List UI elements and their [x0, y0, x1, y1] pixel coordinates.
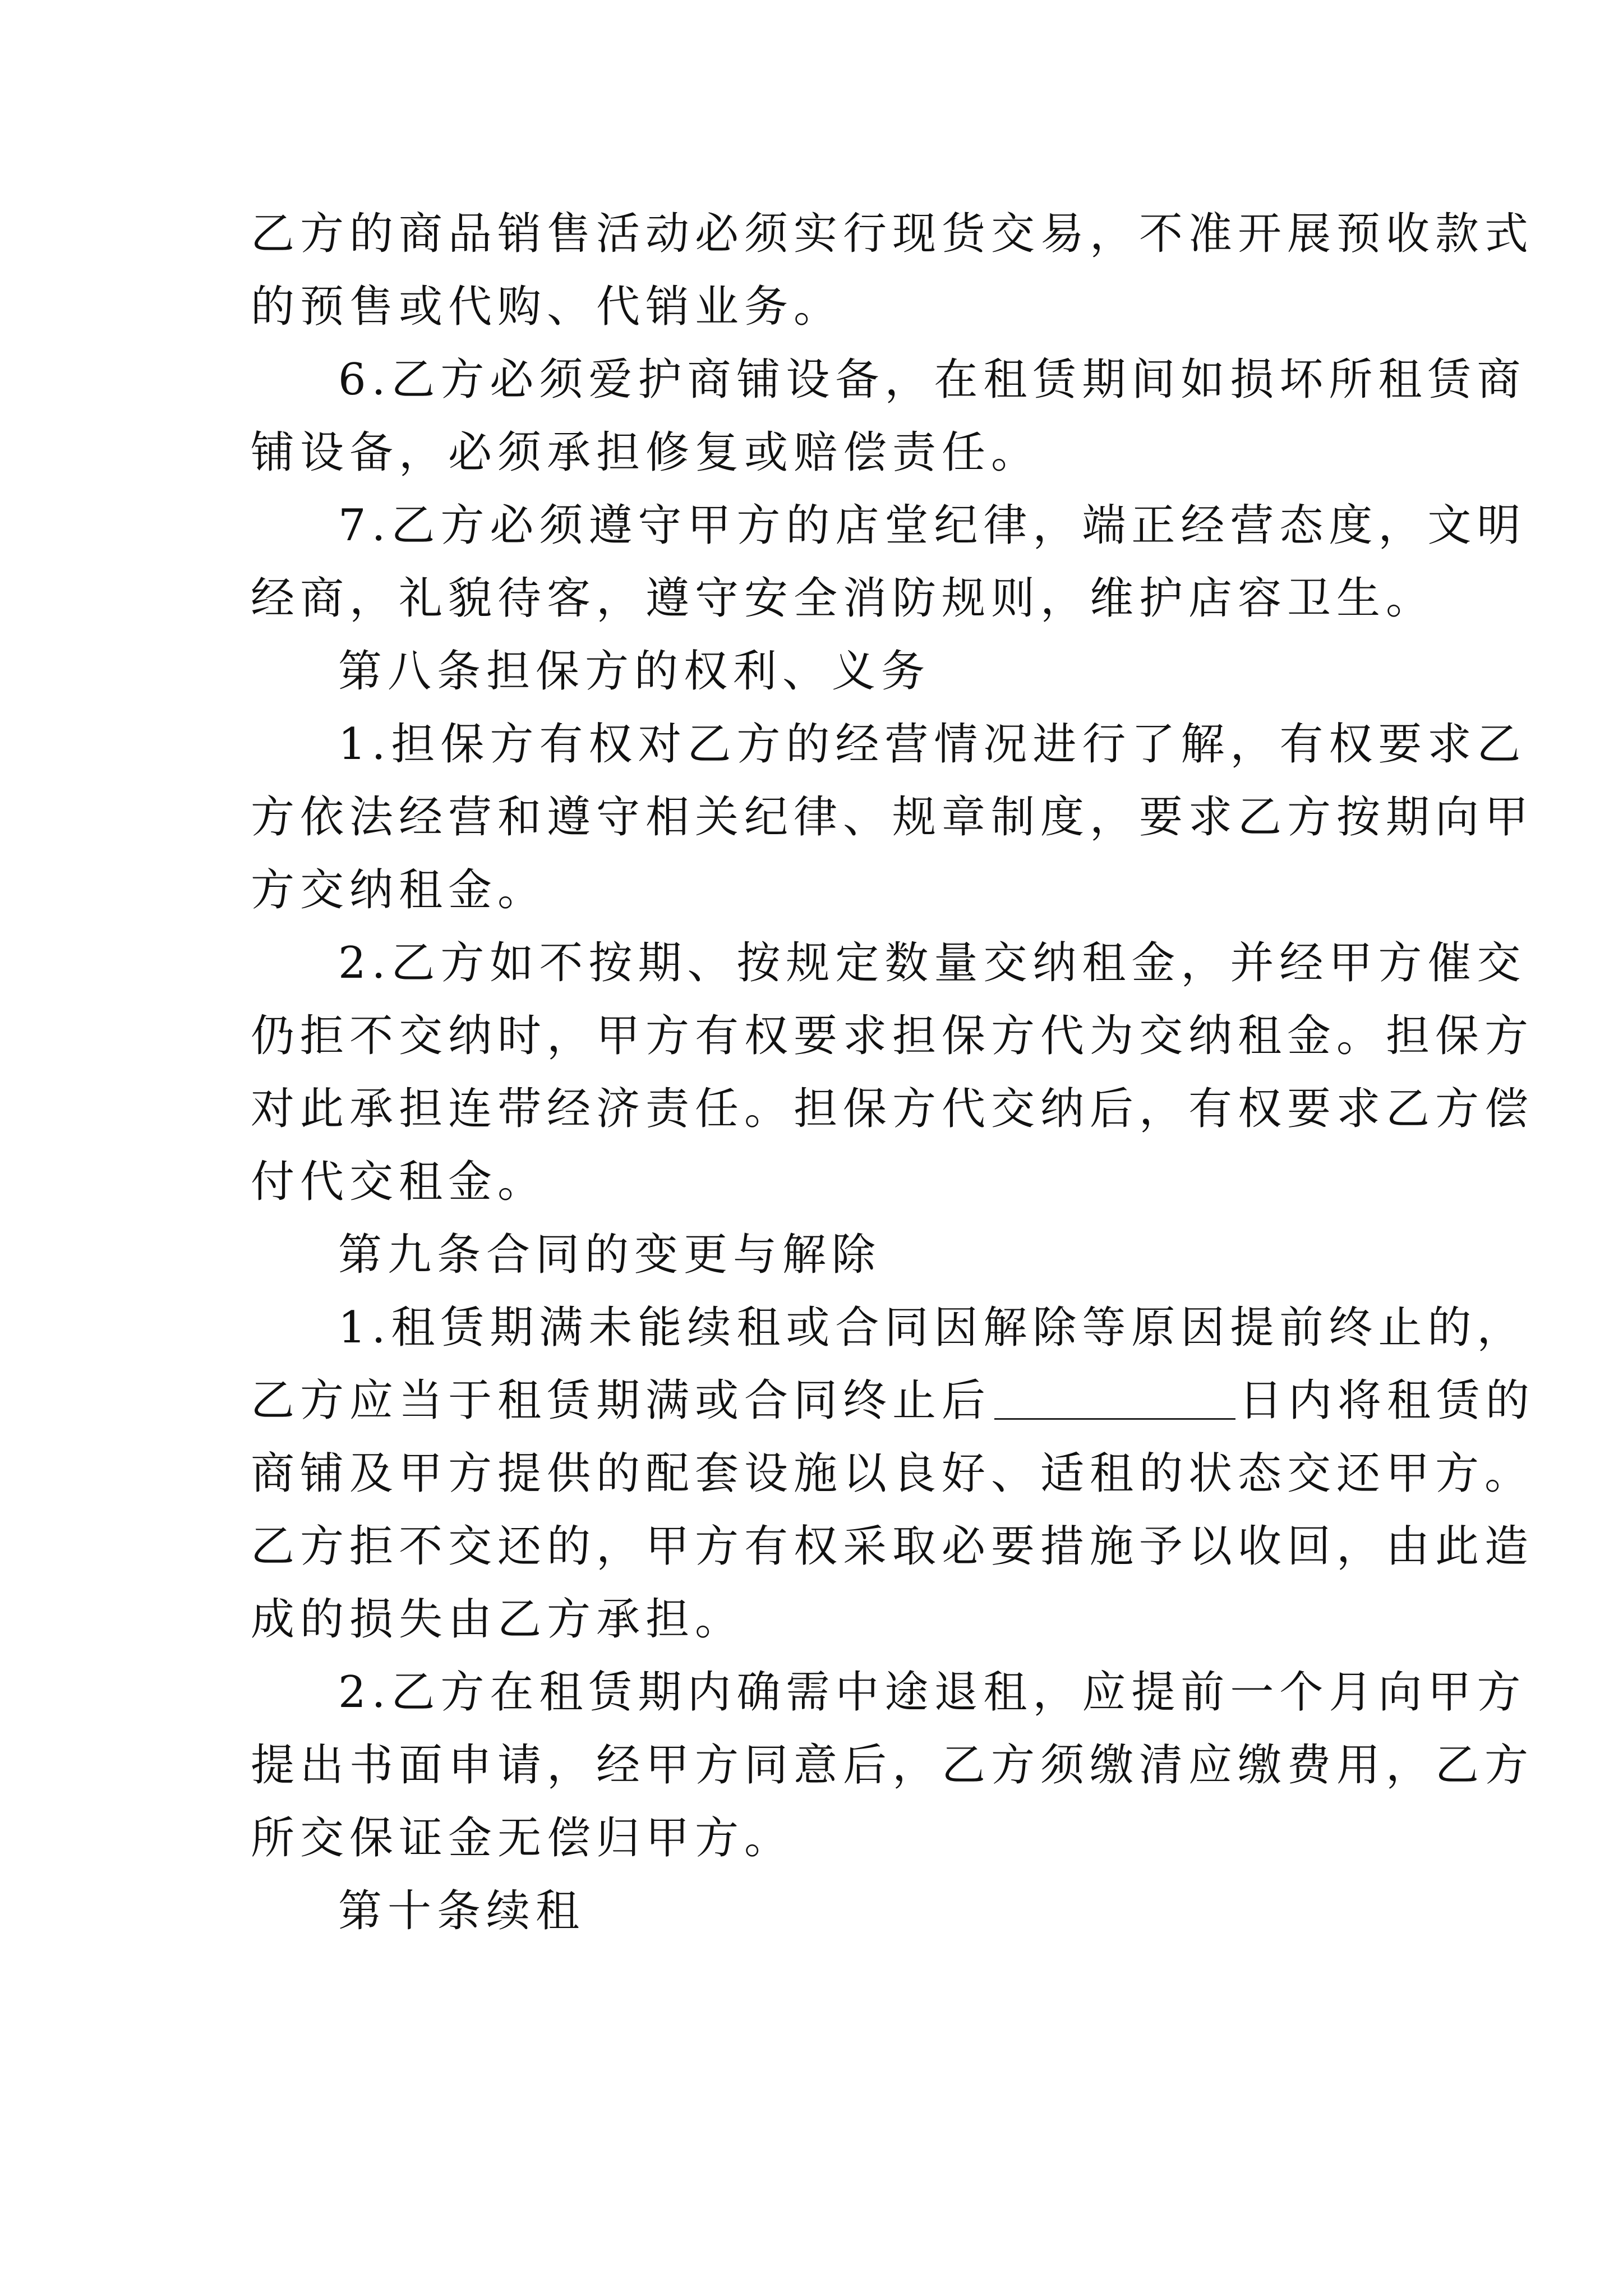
paragraph-line: 的预售或代购、代销业务。 [251, 282, 843, 332]
paragraph-line: 7.乙方必须遵守甲方的店堂纪律，端正经营态度，文明 [338, 500, 1527, 551]
section-heading: 第九条合同的变更与解除 [338, 1230, 882, 1280]
paragraph-line: 1.租赁期满未能续租或合同因解除等原因提前终止的， [338, 1303, 1527, 1353]
paragraph-line: 提出书面申请，经甲方同意后，乙方须缴清应缴费用，乙方 [251, 1740, 1534, 1791]
paragraph-line: 乙方拒不交还的，甲方有权采取必要措施予以收回，由此造 [251, 1521, 1534, 1572]
line-text-after-blank: 日内将租赁的 [1239, 1375, 1536, 1426]
paragraph-line: 乙方的商品销售活动必须实行现货交易，不准开展预收款式 [251, 209, 1534, 259]
section-heading: 第十条续租 [338, 1886, 585, 1936]
paragraph-line: 2.乙方在租赁期内确需中途退租，应提前一个月向甲方 [338, 1667, 1527, 1718]
paragraph-line: 6.乙方必须爱护商铺设备，在租赁期间如损坏所租赁商 [338, 355, 1527, 405]
paragraph-line: 所交保证金无偿归甲方。 [251, 1813, 794, 1864]
paragraph-line: 商铺及甲方提供的配套设施以良好、适租的状态交还甲方。 [251, 1448, 1534, 1499]
paragraph-line: 铺设备，必须承担修复或赔偿责任。 [251, 427, 1041, 478]
paragraph-line: 经商，礼貌待客，遵守安全消防规则，维护店容卫生。 [251, 573, 1436, 624]
section-heading: 第八条担保方的权利、义务 [338, 646, 931, 697]
paragraph-line: 1.担保方有权对乙方的经营情况进行了解，有权要求乙 [338, 719, 1527, 770]
paragraph-line: 2.乙方如不按期、按规定数量交纳租金，并经甲方催交 [338, 938, 1527, 988]
paragraph-line: 成的损失由乙方承担。 [251, 1594, 745, 1645]
line-text-before-blank: 乙方应当于租赁期满或合同终止后 [251, 1375, 992, 1426]
fill-in-blank[interactable] [994, 1373, 1235, 1420]
paragraph-line: 对此承担连带经济责任。担保方代交纳后，有权要求乙方偿 [251, 1084, 1534, 1134]
paragraph-line: 付代交租金。 [251, 1157, 547, 1207]
paragraph-line: 方依法经营和遵守相关纪律、规章制度，要求乙方按期向甲 [251, 792, 1534, 843]
paragraph-line: 方交纳租金。 [251, 865, 547, 915]
paragraph-line-with-blank [251, 1364, 1535, 1437]
paragraph-line: 仍拒不交纳时，甲方有权要求担保方代为交纳租金。担保方 [251, 1011, 1534, 1061]
